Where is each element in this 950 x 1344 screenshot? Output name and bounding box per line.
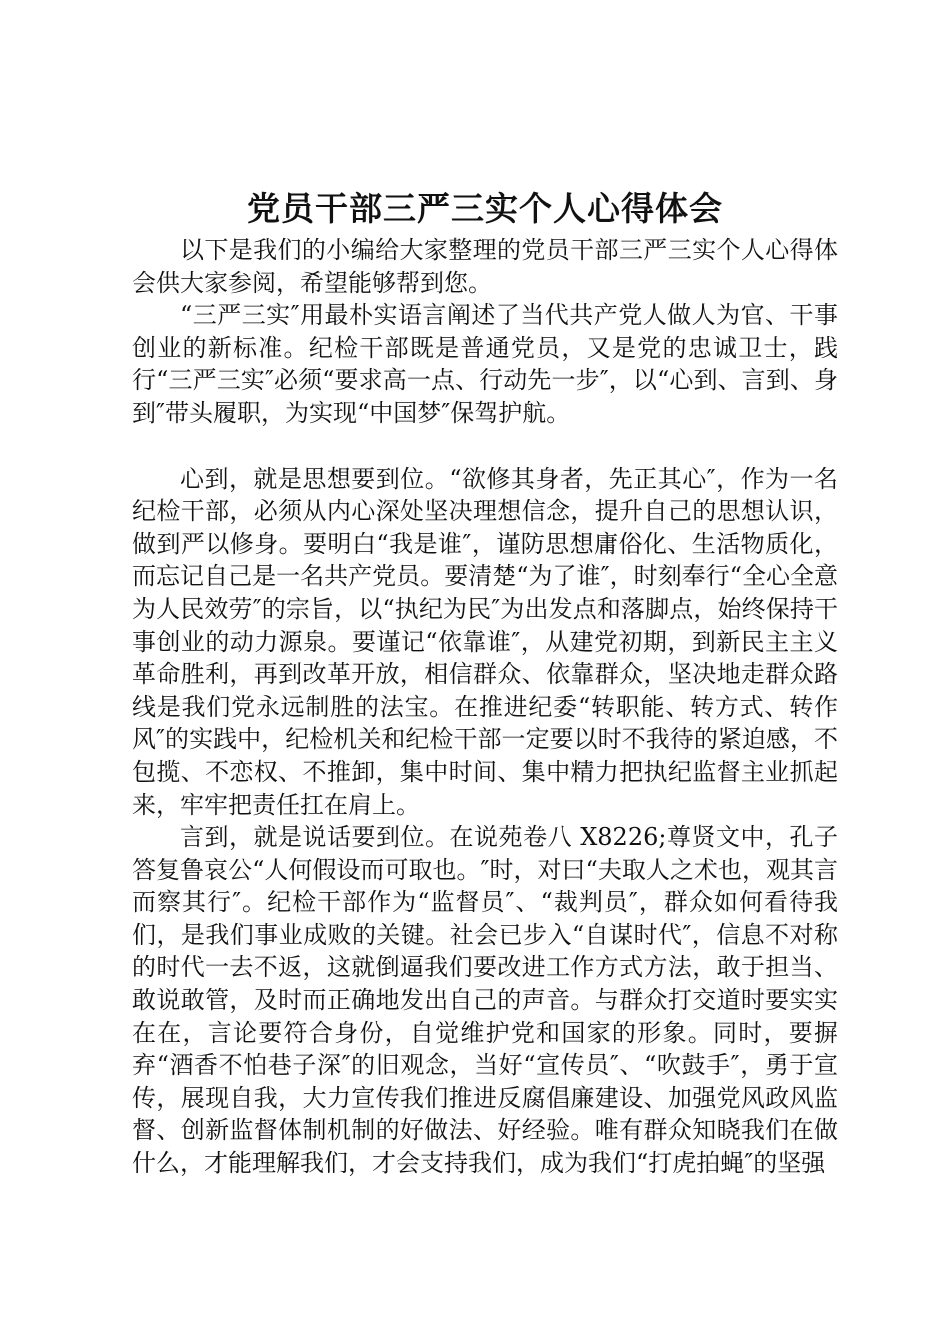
paragraph-heart: 心到，就是思想要到位。“欲修其身者，先正其心″，作为一名纪检干部，必须从内心深处坚决理想信念，提升自己的思想认识，做到严以修身。要明白“我是谁″，谨防思想庸俗化、生活物质化，而忘记自己是一名共产党员。要清楚“为了谁″，时刻奉行“全心全意为人民效劳″的宗旨，以“执纪为民″为出发点和落脚点，始终保持干事创业的动力源泉。要谨记“依靠谁″，从建党初期，到新民主主义革命胜利，再到改革开放，相信群众、依靠群众，坚决地走群众路线是我们党永远制胜的法宝。在推进纪委“转职能、转方式、转作风″的实践中，纪检机关和纪检干部一定要以时不我待的紧迫感，不包揽、不恋权、不推卸，集中时间、集中精力把执纪监督主业抓起来，牢牢把责任扛在肩上。 [132, 464, 838, 819]
paragraph-intro: 以下是我们的小编给大家整理的党员干部三严三实个人心得体会供大家参阅，希望能够帮到您。 [132, 236, 838, 297]
paragraph-overview: “三严三实″用最朴实语言阐述了当代共产党人做人为官、干事创业的新标准。纪检干部既是普通党员，又是党的忠诚卫士，践行“三严三实″必须“要求高一点、行动先一步″，以“心到、言到、身到″带头履职，为实现“中国梦″保驾护航。 [132, 301, 838, 427]
document-page [132, 186, 838, 1180]
paragraph-spacer [132, 430, 838, 463]
document-title: 党员干部三严三实个人心得体会 [247, 189, 723, 228]
paragraph-speech: 言到，就是说话要到位。在说苑卷八 X8226;尊贤文中，孔子答复鲁哀公“人何假设而可取也。″时，对曰“夫取人之术也，观其言而察其行″。纪检干部作为“监督员″、“裁判员″，群众如何看待我们，是我们事业成败的关键。社会已步入“自谋时代″，信息不对称的时代一去不返，这就倒逼我们要改进工作方式方法，敢于担当、敢说敢管，及时而正确地发出自己的声音。与群众打交道时要实实在在，言论要符合身份，自觉维护党和国家的形象。同时，要摒弃“酒香不怕巷子深″的旧观念，当好“宣传员″、“吹鼓手″，勇于宣传，展现自我，大力宣传我们推进反腐倡廉建设、加强党风政风监督、创新监督体制机制的好做法、好经验。唯有群众知晓我们在做什么，才能理解我们，才会支持我们，成为我们“打虎拍蝇″的坚强 [132, 823, 838, 1178]
